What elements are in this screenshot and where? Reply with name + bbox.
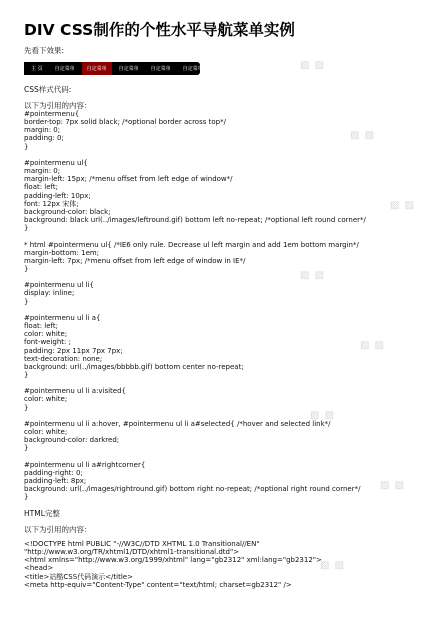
document-page: DIV CSS制作的个性水平导航菜单实例 先看下效果: 主 页 自定菜单 自定菜单 自定菜单 自定菜单 自定菜单 CSS样式代码: 以下为引用的内容： #pointermenu{ border-top: 7px solid black; /*optional border across top*/ margin: 0; padding: 0; } #pointermenu ul{ margin: 0; margin-left: 15px; /*menu offset from left edge of window*/ float: left; padding-left: 10px; font: 12px 宋体; background-color: black; background: black url(../images/leftround.gif) bottom left no-repeat; /*optional left round corner*/ } * html #pointermenu ul{ /*IE6 only rule. Decrease ul left margin and add 1em bottom margin*/ margin-bottom: 1em; margin-left: 7px; /*menu offset from left edge of window in IE*/ } #pointermenu ul li{ display: inline; } #pointermenu ul li a{ float: left; color: white; font-weight: ; padding: 2px 11px 7px 7px; text-decoration: none; background: url(../images/bbbbb.gif) bottom center no-repeat; } #pointermenu ul li a:visited{ color: white; } #pointermenu ul li a:hover, #pointermenu ul li a#selected{ /*hover and selected link*/ color: white; background-color: darkred; } #pointermenu ul li a#rightcorner{ padding-right: 0; padding-left: 8px; background: url(../images/rightround.gif) bottom right no-repeat; /*optional right round corner*/ } HTML完整 以下为引用的内容： <!DOCTYPE html PUBLIC "-//W3C//DTD XHTML 1.0 Transitional//EN" "http://www.w3.org/TR/xhtml1/DTD/xhtml1-transitional.dtd"> <html xmlns="http://www.w3.org/1999/xhtml" lang="gb2312" xml:lang="gb2312"> <head> <title>站酷CSS代码演示</title> <meta http-equiv="Content-Type" content="text/html; charset=gb2312" /> ▨ ▨ ▨ ▨ ▨ ▨ ▨ ▨ ▨ ▨ ▨ ▨ ▨ ▨ ▨ ▨ xyxy=(0,0,440,620)
css-code-block: #pointermenu{ border-top: 7px solid black; /*optional border across top*/ margin: 0; padding: 0; } #pointermenu ul{ margin: 0; margin-left: 15px; /*menu offset from left edge of window*/ float: left; padding-left: 10px; font: 12px 宋体; background-color: black; background: black url(../images/leftround.gif) bottom left no-repeat; /*optional left round corner*/ } * html #pointermenu ul{ /*IE6 only rule. Decrease ul left margin and add 1em bottom margin*/ margin-bottom: 1em; margin-left: 7px; /*menu offset from left edge of window in IE*/ } #pointermenu ul li{ display: inline; } #pointermenu ul li a{ float: left; color: white; font-weight: ; padding: 2px 11px 7px 7px; text-decoration: none; background: url(../images/bbbbb.gif) bottom center no-repeat; } #pointermenu ul li a:visited{ color: white; } #pointermenu ul li a:hover, #pointermenu ul li a#selected{ /*hover and selected link*/ color: white; background-color: darkred; } #pointermenu ul li a#rightcorner{ padding-right: 0; padding-left: 8px; background: url(../images/rightround.gif) bottom right no-repeat; /*optional right round corner*/ } xyxy=(24,110,366,502)
page-title: DIV CSS制作的个性水平导航菜单实例 xyxy=(24,21,295,39)
demo-nav-item[interactable]: 自定菜单 xyxy=(54,66,75,72)
demo-nav-item-selected[interactable]: 自定菜单 xyxy=(82,62,112,75)
demo-nav-item-home[interactable]: 主 页 xyxy=(31,66,43,72)
css-heading: CSS样式代码: xyxy=(24,85,72,94)
demo-nav-item[interactable]: 自定菜单 xyxy=(182,66,203,72)
demo-nav-bar xyxy=(24,62,203,75)
demo-nav-item[interactable]: 自定菜单 xyxy=(118,66,139,72)
intro-text: 先看下效果: xyxy=(24,46,65,55)
quote-label: 以下为引用的内容： xyxy=(24,101,92,110)
quote-label-2: 以下为引用的内容： xyxy=(24,525,92,534)
html-heading: HTML完整 xyxy=(24,509,60,518)
demo-nav-item[interactable]: 自定菜单 xyxy=(150,66,171,72)
html-code-block: <!DOCTYPE html PUBLIC "-//W3C//DTD XHTML 1.0 Transitional//EN" "http://www.w3.org/TR/xhtml1/DTD/xhtml1-transitional.dtd"> <html xmlns="http://www.w3.org/1999/xhtml" lang="gb2312" xml:lang="gb2312"> <head> <title>站酷CSS代码演示</title> <meta http-equiv="Content-Type" content="text/html; charset=gb2312" /> xyxy=(24,540,322,589)
